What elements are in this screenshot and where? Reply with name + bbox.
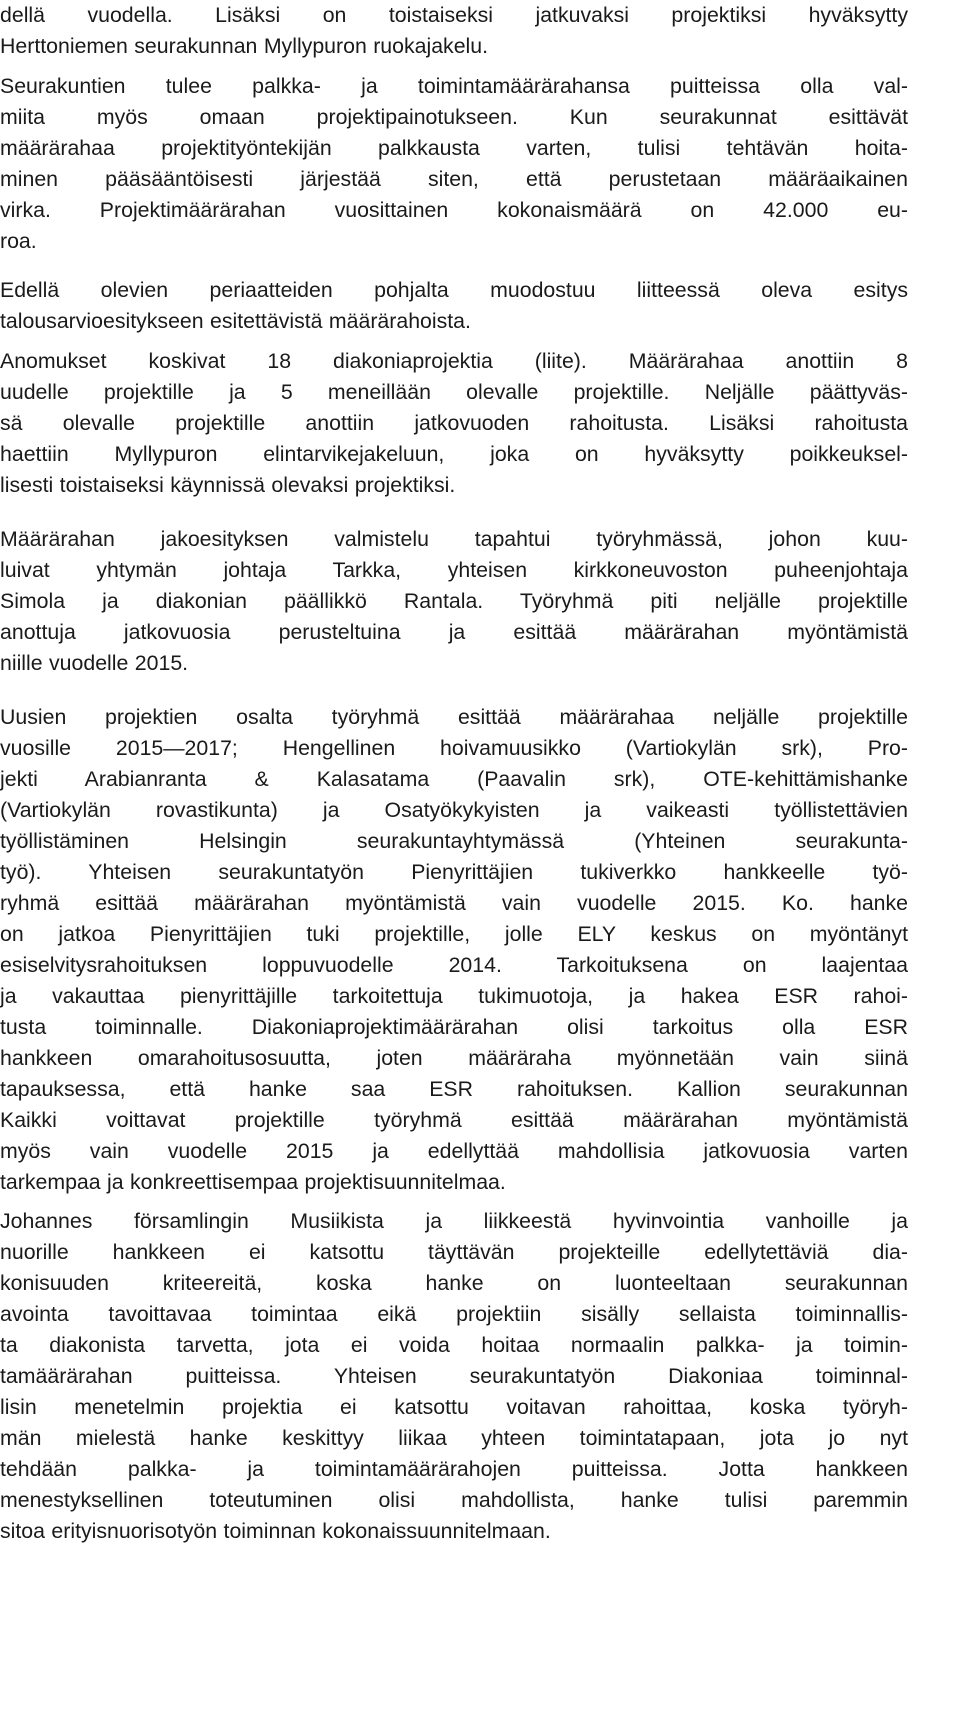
text-line: (Vartiokylän rovastikunta) ja Osatyökykyisten ja vaikeasti työllistettävien [0,798,908,822]
text-line: jekti Arabianranta & Kalasatama (Paavalin srk), OTE-kehittämishanke [0,767,908,791]
text-line: miita myös omaan projektipainotukseen. Kun seurakunnat esittävät [0,105,908,129]
text-line: Edellä olevien periaatteiden pohjalta muodostuu liitteessä oleva esitys [0,278,908,302]
text-line: talousarvioesitykseen esitettävistä määrärahoista. [0,309,471,333]
text-line: esiselvitysrahoituksen loppuvuodelle 2014. Tarkoituksena on laajentaa [0,953,908,977]
text-line: tapauksessa, että hanke saa ESR rahoituksen. Kallion seurakunnan [0,1077,908,1101]
text-line: on jatkoa Pienyrittäjien tuki projektille, jolle ELY keskus on myöntänyt [0,922,908,946]
text-line: vuosille 2015—2017; Hengellinen hoivamuusikko (Vartiokylän srk), Pro- [0,736,908,760]
text-line: työ). Yhteisen seurakuntatyön Pienyrittäjien tukiverkko hankkeelle työ- [0,860,908,884]
text-line: ja vakauttaa pienyrittäjille tarkoitettuja tukimuotoja, ja hakea ESR rahoi- [0,984,908,1008]
text-line: anottuja jatkovuosia perusteltuina ja esittää määrärahan myöntämistä [0,620,908,644]
text-line: konisuuden kriteereitä, koska hanke on luonteeltaan seurakunnan [0,1271,908,1295]
text-line: dellä vuodella. Lisäksi on toistaiseksi jatkuvaksi projektiksi hyväksytty [0,3,908,27]
text-line: Määrärahan jakoesityksen valmistelu tapahtui työryhmässä, johon kuu- [0,527,908,551]
text-line: sä olevalle projektille anottiin jatkovuoden rahoitusta. Lisäksi rahoitusta [0,411,908,435]
text-line: niille vuodelle 2015. [0,651,189,675]
text-line: haettiin Myllypuron elintarvikejakeluun, joka on hyväksytty poikkeuksel- [0,442,908,466]
paragraph-4 [0,346,908,501]
text-line: nuorille hankkeen ei katsottu täyttävän projekteille edellytettäviä dia- [0,1240,908,1264]
text-line: tamäärärahan puitteissa. Yhteisen seurakuntatyön Diakoniaa toiminnal- [0,1364,908,1388]
text-line: Uusien projektien osalta työryhmä esittää määrärahaa neljälle projektille [0,705,908,729]
text-line: sitoa erityisnuorisotyön toiminnan kokonaissuunnitelmaan. [0,1519,551,1543]
text-line: roa. [0,229,37,253]
text-line: tarkempaa ja konkreettisempaa projektisuunnitelmaa. [0,1170,506,1194]
paragraph-6 [0,702,908,1198]
paragraph-1 [0,0,908,62]
text-line: myös vain vuodelle 2015 ja edellyttää mahdollisia jatkovuosia varten [0,1139,908,1163]
text-line: Anomukset koskivat 18 diakoniaprojektia (liite). Määrärahaa anottiin 8 [0,349,908,373]
text-line: lisin menetelmin projektia ei katsottu voitavan rahoittaa, koska työryh- [0,1395,908,1419]
text-line: luivat yhtymän johtaja Tarkka, yhteisen kirkkoneuvoston puheenjohtaja [0,558,908,582]
text-line: lisesti toistaiseksi käynnissä olevaksi projektiksi. [0,473,456,497]
text-line: ta diakonista tarvetta, jota ei voida hoitaa normaalin palkka- ja toimin- [0,1333,908,1357]
text-line: män mielestä hanke keskittyy liikaa yhteen toimintatapaan, jota jo nyt [0,1426,908,1450]
text-line: menestyksellinen toteutuminen olisi mahdollista, hanke tulisi paremmin [0,1488,908,1512]
text-line: tehdään palkka- ja toimintamäärärahojen puitteissa. Jotta hankkeen [0,1457,908,1481]
text-line: minen pääsääntöisesti järjestää siten, että perustetaan määräaikainen [0,167,908,191]
text-line: tusta toiminnalle. Diakoniaprojektimäärärahan olisi tarkoitus olla ESR [0,1015,908,1039]
text-line: Simola ja diakonian päällikkö Rantala. Työryhmä piti neljälle projektille [0,589,908,613]
text-line: avointa tavoittavaa toimintaa eikä projektiin sisälly sellaista toiminnallis- [0,1302,908,1326]
text-line: Seurakuntien tulee palkka- ja toimintamäärärahansa puitteissa olla val- [0,74,908,98]
text-line: virka. Projektimäärärahan vuosittainen kokonaismäärä on 42.000 eu- [0,198,908,222]
text-line: uudelle projektille ja 5 meneillään olevalle projektille. Neljälle päättyväs- [0,380,908,404]
text-line: Herttoniemen seurakunnan Myllypuron ruokajakelu. [0,34,489,58]
text-line: Kaikki voittavat projektille työryhmä esittää määrärahan myöntämistä [0,1108,908,1132]
text-line: työllistäminen Helsingin seurakuntayhtymässä (Yhteinen seurakunta- [0,829,908,853]
text-line: ryhmä esittää määrärahan myöntämistä vain vuodelle 2015. Ko. hanke [0,891,908,915]
paragraph-7 [0,1206,908,1547]
paragraph-2 [0,71,908,257]
text-line: määrärahaa projektityöntekijän palkkausta varten, tulisi tehtävän hoita- [0,136,908,160]
paragraph-5 [0,524,908,679]
text-line: hankkeen omarahoitusosuutta, joten määräraha myönnetään vain siinä [0,1046,908,1070]
text-line: Johannes församlingin Musiikista ja liikkeestä hyvinvointia vanhoille ja [0,1209,908,1233]
paragraph-3 [0,275,908,337]
